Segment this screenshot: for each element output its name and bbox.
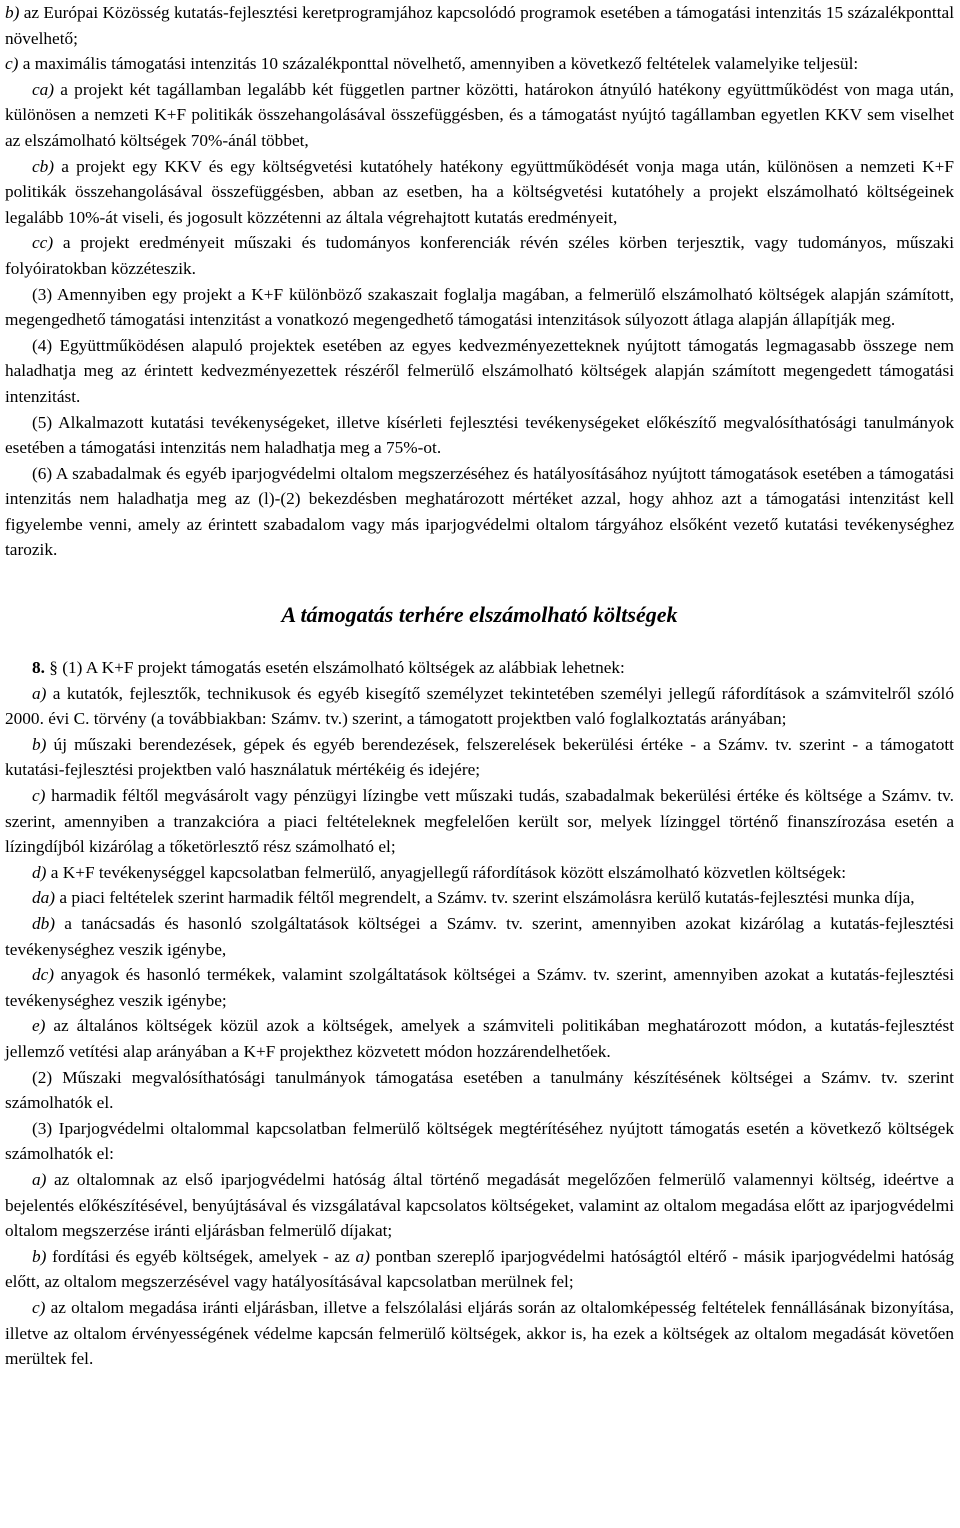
item-text: a projekt egy KKV és egy költségvetési kutatóhely hatékony együttműködését vonja maga után, különösen a nemzeti K+F politikák összehangolásával összefüggésben, abban az esetben, ha a költségvetési kutatóhely a projekt elszámolható költségeinek legalább 10%-át viseli, és jogosult közzétenni az általa végrehajtott kutatás eredményeit,	[5, 156, 954, 227]
section-8-3-item-a	[5, 1167, 954, 1244]
item-marker: dc)	[32, 965, 55, 985]
section-8-item-a	[5, 681, 954, 732]
item-text: a K+F tevékenységgel kapcsolatban felmerülő, anyagjellegű ráfordítások között elszámolható közvetlen költségek:	[46, 862, 847, 882]
item-marker: cb)	[32, 156, 55, 176]
section-8-item-e	[5, 1013, 954, 1064]
section-8-item-d	[5, 860, 954, 886]
paragraph-6: (6) A szabadalmak és egyéb iparjogvédelmi oltalom megszerzéséhez és hatályosításához nyújtott támogatások esetében a támogatási intenzitás nem haladhatja meg az (l)-(2) bekezdésben meghatározott mértéket azzal, hogy ahhoz azt a támogatási intenzitást kell figyelembe venni, amely az érintett szabadalom vagy más iparjogvédelmi oltalom tárgyához elsőként vezető kutatási tevékenységhez tarozik.	[5, 463, 954, 560]
paragraph-cb	[5, 154, 954, 231]
item-text: harmadik féltől megvásárolt vagy pénzügyi lízingbe vett műszaki tudás, szabadalmak bekerülési értéke és költsége a Számv. tv. szerint, amennyiben a tranzakcióra a piaci feltételeknek megfelelően került sor, melyek lízinggel történő finanszírozása esetén a lízingdíjból kizárólag a tőketörlesztő rész számolható el;	[5, 786, 954, 857]
item-text: pontban szereplő iparjogvédelmi hatóságtól eltérő - másik iparjogvédelmi hatóság előtt, az oltalom megszerzésével vagy hatályosításával kapcsolatban merülnek fel;	[5, 1246, 955, 1292]
item-reference: a)	[355, 1246, 370, 1266]
item-marker: d)	[32, 862, 47, 882]
section-8-3-item-b	[5, 1244, 954, 1295]
section-8-3-item-c	[5, 1295, 954, 1372]
section-8-paragraph-2: (2) Műszaki megvalósíthatósági tanulmányok támogatása esetében a tanulmány készítésének költségei a Számv. tv. szerint számolhatók el.	[5, 1067, 954, 1113]
item-text: az Európai Közösség kutatás-fejlesztési keretprogramjához kapcsolódó programok esetében a támogatási intenzitás 15 százalékponttal növelhető;	[5, 3, 954, 48]
section-8-item-b	[5, 732, 954, 783]
section-8-item-c	[5, 783, 954, 860]
item-marker: c)	[32, 1297, 46, 1317]
item-marker: b)	[32, 1246, 47, 1266]
item-marker: c)	[32, 786, 46, 806]
item-marker: db)	[32, 914, 56, 933]
paragraph-ca	[5, 77, 954, 154]
item-text: a tanácsadás és hasonló szolgáltatások költségei a Számv. tv. szerint, amennyiben azokat kizárólag a kutatás-fejlesztési tevékenységhez veszik igénybe,	[5, 914, 954, 959]
item-marker: c)	[5, 54, 19, 74]
paragraph-3: (3) Amennyiben egy projekt a K+F különböző szakaszait foglalja magában, a felmerülő elszámolható költségek alapján számított, megengedhető támogatási intenzitást a vonatkozó megengedhető támogatási intenzitások súlyozott átlaga alapján állapítják meg.	[5, 284, 954, 330]
item-text: fordítási és egyéb költségek, amelyek - az	[46, 1246, 356, 1266]
paragraph-4: (4) Együttműködésen alapuló projektek esetében az egyes kedvezményezetteknek nyújtott támogatás legmagasabb összege nem haladhatja meg az érintett kedvezményezettek részéről felmerülő elszámolható költségek alapján számított megengedett támogatási intenzitást.	[5, 335, 954, 406]
item-text: az oltalom megadása iránti eljárásban, illetve a felszólalási eljárás során az oltalomképesség feltételek fennállásának bizonyítása, illetve az oltalom érvényességének védelme kapcsán felmerülő költségek, akkor is, ha ezek a költségek az oltalom megadását követően merültek fel.	[5, 1297, 954, 1369]
section-8-paragraph-1	[5, 655, 954, 681]
section-8-item-da	[5, 885, 954, 911]
section-number: 8.	[32, 658, 45, 678]
item-text: a kutatók, fejlesztők, technikusok és egyéb kisegítő személyzet tekintetében személyi jellegű ráfordítások a számvitelről szóló 2000. évi C. törvény (a továbbiakban: Számv. tv.) szerint, a támogatott projektben való foglalkoztatás arányában;	[5, 683, 954, 729]
paragraph-b	[5, 0, 954, 51]
section-symbol: §	[49, 658, 58, 678]
item-text: az általános költségek közül azok a költségek, amelyek a számviteli politikában meghatározott módon, a kutatás-fejlesztést jellemző vetítési alap arányában a K+F projekthez közvetett módon hozzárendelhetőek.	[5, 1016, 954, 1061]
item-text: az oltalomnak az első iparjogvédelmi hatóság által történő megadását megelőzően felmerülő valamennyi költség, ideértve a bejelentés előkészítésével, benyújtásával és vizsgálatával kapcsolatos költségeket, valamint az oltalom megadása előtt az iparjogvédelmi oltalom megszerzése iránti eljárásban felmerülő díjakat;	[5, 1169, 954, 1241]
item-text: a maximális támogatási intenzitás 10 százalékponttal növelhető, amennyiben a következő feltételek valamelyike teljesül:	[18, 54, 859, 74]
paragraph-c	[5, 51, 954, 77]
paragraph-cc	[5, 230, 954, 281]
item-marker: b)	[5, 3, 20, 22]
item-text: a piaci feltételek szerint harmadik féltől megrendelt, a Számv. tv. szerint elszámolásra kerülő kutatás-fejlesztési munka díja,	[55, 888, 915, 908]
item-text: a projekt két tagállamban legalább két független partner közötti, határokon átnyúló hatékony együttműködést von maga után, különösen a nemzeti K+F politikák összehangolásával összefüggésben, és a támogatást nyújtó tagállamban egyetlen KKV sem viselhet az elszámolható költségek 70%-ánál többet,	[5, 79, 954, 150]
item-marker: ca)	[32, 79, 55, 99]
item-marker: cc)	[32, 233, 54, 253]
item-text: a projekt eredményeit műszaki és tudományos konferenciák révén széles körben terjesztik, vagy tudományos, műszaki folyóiratokban közzéteszik.	[5, 233, 954, 278]
paragraph-5: (5) Alkalmazott kutatási tevékenységeket, illetve kísérleti fejlesztési tevékenységeket előkészítő megvalósíthatósági tanulmányok esetében a támogatási intenzitás nem haladhatja meg a 75%-ot.	[5, 412, 954, 458]
item-marker: e)	[32, 1016, 46, 1036]
item-marker: b)	[32, 734, 47, 754]
item-text: új műszaki berendezések, gépek és egyéb berendezések, felszerelések bekerülési értéke - a Számv. tv. szerint - a támogatott kutatási-fejlesztési projektben való használatuk mértékéig és idejére;	[5, 734, 954, 780]
section-heading: A támogatás terhére elszámolható költségek	[281, 602, 678, 628]
item-marker: a)	[32, 1169, 47, 1189]
item-text: (1) A K+F projekt támogatás esetén elszámolható költségek az alábbiak lehetnek:	[57, 658, 625, 678]
section-8-item-dc	[5, 962, 954, 1013]
section-8-paragraph-3: (3) Iparjogvédelmi oltalommal kapcsolatban felmerülő költségek megtérítéséhez nyújtott támogatás esetén a következő költségek számolhatók el:	[5, 1118, 954, 1164]
item-marker: a)	[32, 683, 47, 703]
section-8-item-db	[5, 911, 954, 962]
item-text: anyagok és hasonló termékek, valamint szolgáltatások költségei a Számv. tv. szerint, amennyiben azokat a kutatás-fejlesztési tevékenységhez veszik igénybe;	[5, 965, 954, 1010]
item-marker: da)	[32, 888, 56, 908]
